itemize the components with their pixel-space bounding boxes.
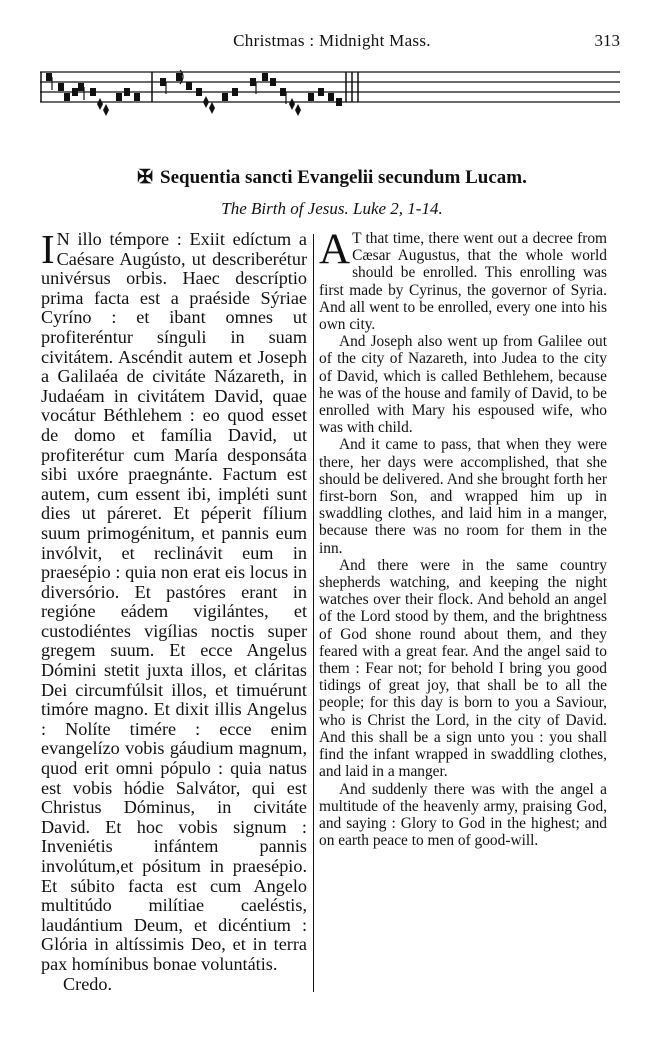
page-header <box>0 31 664 51</box>
gregorian-chant-staff-icon <box>40 60 620 122</box>
english-paragraph: And Joseph also went up from Galilee out of the city of Nazareth, into Judea to the city of David, which is called Bethlehem, because he was of the house and family of David, to be enrolled with Mary his espoused wife, who was with child. <box>319 333 607 437</box>
english-paragraph: And suddenly there was with the angel a multitude of the heavenly army, praising God, and saying : Glory to God in the highest; and on earth peace to men of good-will. <box>319 780 607 850</box>
latin-drop-initial: I <box>41 226 55 272</box>
column-divider <box>313 234 314 992</box>
latin-gospel-paragraph <box>41 226 307 975</box>
english-paragraph: And it came to pass, that when they were there, her days were accomplished, that she should be delivered. And she brought forth her first-born Son, and wrapped him up in swaddling clothes, and laid him in a manger, because there was no room for them in the inn. <box>319 436 607 557</box>
gospel-heading-text: Sequentia sancti Evangelii secundum Lucam. <box>160 167 527 188</box>
english-column <box>319 226 607 850</box>
english-paragraph: And there were in the same country shepherds watching, and keeping the night watches over their flock. And behold an angel of the Lord stood by them, and the brightness of God shone round about them, and they feared with a great fear. And the angel said to them : Fear not; for behold I bring you good tidings of great joy, that shall be to all the people; for this day is born to you a Saviour, who is Christ the Lord, in the city of David. And this shall be a sign unto you : you shall find the infant wrapped in swaddling clothes, and laid in a manger. <box>319 556 607 781</box>
chant-staff <box>40 60 620 122</box>
english-drop-initial: A <box>319 226 351 273</box>
page-number: 313 <box>594 31 620 50</box>
gospel-subtitle: The Birth of Jesus. Luke 2, 1-14. <box>221 199 443 218</box>
english-paragraph-text: T that time, there went out a decree from Cæsar Augustus, that the whole world should be enrolled. This enrolling was first made by Cyrinus, the governor of Syria. And all went to be enrolled, every one into his own city. <box>319 230 607 334</box>
english-paragraph <box>319 226 607 334</box>
running-title: Christmas : Midnight Mass. <box>233 31 431 50</box>
cross-icon: ✠ <box>137 167 154 188</box>
latin-gospel-text: N illo témpore : Exiit edíctum a Caésare Augústo, ut describerétur univérsus orbis. Haec descríptio prima facta est a praéside Sýriae Cyríno : et ibant omnes ut profiteréntur sínguli in suam civitátem. Ascéndit autem et Joseph a Galilaéa de civitáte Názareth, in Judaéam in civitátem David, quae vocátur Béthlehem : eo quod esset de domo et família David, ut profiterétur cum María desponsáta sibi uxóre praegnánte. Factum est autem, cum essent ibi, impléti sunt dies ut páreret. Et péperit fílium suum primogénitum, et pannis eum invólvit, et reclinávit eum in praesépio : quia non erat eis locus in diversório. Et pastóres erant in regióne eádem vigilántes, et custodiéntes vigílias noctis super gregem suum. Et ecce Angelus Dómini stetit juxta illos, et cláritas Dei circumfúlsit illos, et timuérunt timóre magno. Et dixit illis Angelus : Nolíte timére : ecce enim evangelízo vobis gáudium magnum, quod erit omni pópulo : quia natus est vobis hódie Salvátor, qui est Christus Dóminus, in civitáte David. Et hoc vobis signum : Inveniétis infántem pannis involútum,et pósitum in praesépio. Et súbito facta est cum Angelo multitúdo milítiae caeléstis, laudántium Deum, et dicéntium : Glória in altíssimis Deo, et in terra pax homínibus bonae voluntátis. <box>41 229 307 974</box>
latin-column <box>41 226 307 994</box>
gospel-heading <box>0 166 664 189</box>
credo-line: Credo. <box>63 973 112 994</box>
